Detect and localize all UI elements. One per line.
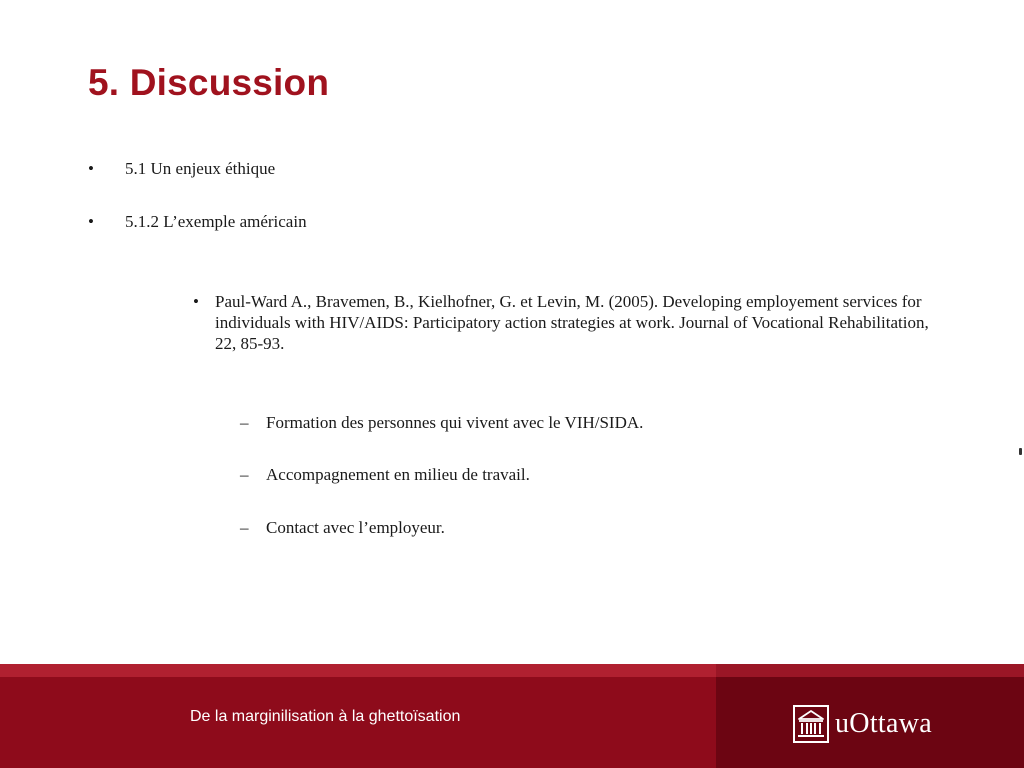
building-columns-icon: [793, 705, 829, 743]
sub-item-text: Accompagnement en milieu de travail.: [266, 465, 530, 484]
footer-banner: [0, 664, 1024, 768]
dash-marker: –: [240, 413, 249, 432]
bullet-marker: •: [193, 292, 199, 311]
dash-marker: –: [240, 518, 249, 537]
footer-caption: De la marginilisation à la ghettoïsation: [190, 708, 461, 725]
bullet-marker: •: [88, 159, 94, 178]
slide-title: 5. Discussion: [88, 62, 330, 103]
sub-item-text: Contact avec l’employeur.: [266, 518, 445, 537]
edge-mark: [1019, 448, 1022, 455]
reference-item: [193, 291, 933, 354]
dash-marker: –: [240, 465, 249, 484]
university-logo: [793, 704, 932, 744]
logo-wordmark: uOttawa: [835, 708, 932, 739]
bullet-text: 5.1.2 L’exemple américain: [125, 212, 307, 231]
reference-text: Paul-Ward A., Bravemen, B., Kielhofner, G. et Levin, M. (2005). Developing employement services for individuals with HIV/AIDS: Participatory action strategies at work. Journal of Vocational Rehabilitation, 22, 85-93.: [215, 292, 929, 353]
bullet-text: 5.1 Un enjeux éthique: [125, 159, 276, 178]
bullet-marker: •: [88, 212, 94, 231]
sub-item-text: Formation des personnes qui vivent avec le VIH/SIDA.: [266, 413, 644, 432]
footer-right-band: [716, 664, 1024, 677]
